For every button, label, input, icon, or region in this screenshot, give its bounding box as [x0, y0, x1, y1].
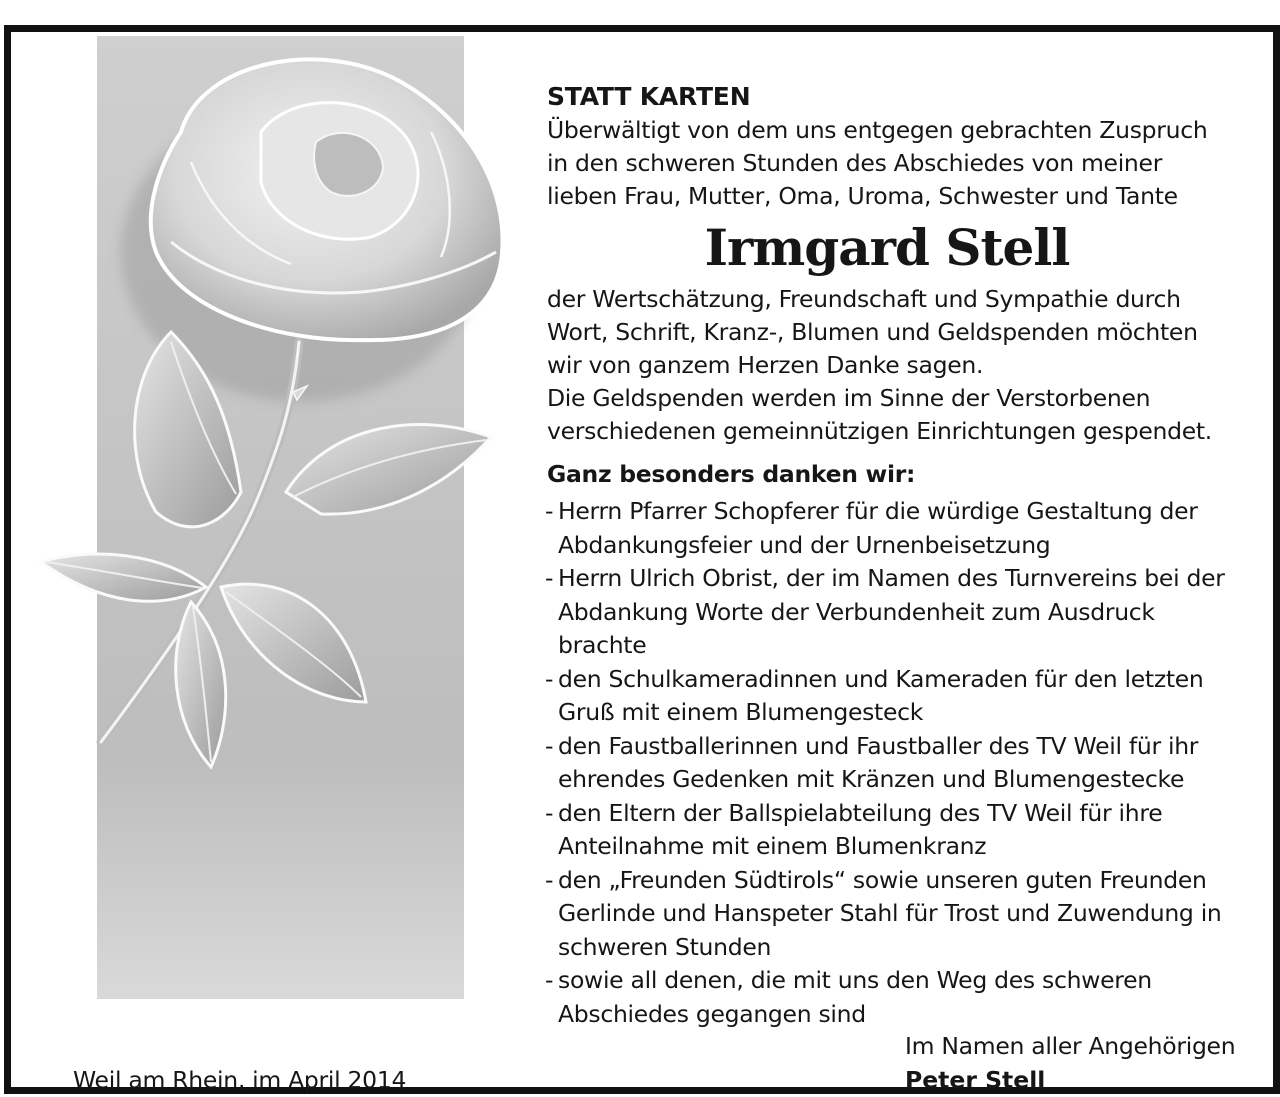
thanks-item-line: ehrendes Gedenken mit Kränzen und Blumengestecke: [558, 765, 1185, 793]
body-line: Wort, Schrift, Kranz-, Blumen und Geldspenden möchten: [547, 318, 1198, 346]
thanks-item: [545, 864, 1257, 965]
list-dash: -: [545, 731, 554, 760]
signature-name: Peter Stell: [905, 1066, 1046, 1094]
place-date: Weil am Rhein, im April 2014: [73, 1066, 407, 1094]
thanks-item-line: den „Freunden Südtirols“ sowie unseren guten Freunden: [558, 865, 1207, 894]
thanks-item: [545, 562, 1257, 663]
list-dash: -: [545, 798, 554, 827]
intro-line: Überwältigt von dem uns entgegen gebrachten Zuspruch: [547, 116, 1208, 144]
thanks-item: [545, 730, 1257, 797]
list-dash: -: [545, 564, 554, 592]
list-dash: -: [545, 664, 554, 693]
notice-text: [547, 80, 1257, 1031]
thanks-item: [545, 663, 1257, 730]
thanks-item: [545, 495, 1257, 562]
notice-frame: [4, 25, 1280, 1094]
thanks-heading: Ganz besonders danken wir:: [547, 460, 916, 488]
list-dash: -: [545, 966, 554, 994]
thanks-item-line: brachte: [558, 631, 647, 659]
rose-illustration: [31, 42, 531, 782]
thanks-item-line: Herrn Ulrich Obrist, der im Namen des Turnvereins bei der: [558, 564, 1225, 592]
notice-heading: STATT KARTEN: [547, 82, 751, 111]
body-line: der Wertschätzung, Freundschaft und Sympathie durch: [547, 285, 1181, 313]
signature-intro: Im Namen aller Angehörigen: [905, 1032, 1236, 1060]
list-dash: -: [545, 497, 554, 525]
thanks-item-line: den Schulkameradinnen und Kameraden für den letzten: [558, 664, 1204, 693]
intro-line: lieben Frau, Mutter, Oma, Uroma, Schwester und Tante: [547, 182, 1178, 210]
body-line: verschiedenen gemeinnützigen Einrichtungen gespendet.: [547, 417, 1212, 445]
body-line: wir von ganzem Herzen Danke sagen.: [547, 351, 984, 379]
thanks-item-line: schweren Stunden: [558, 932, 772, 961]
list-dash: -: [545, 865, 554, 894]
thanks-item: [545, 964, 1257, 1031]
deceased-name: Irmgard Stell: [704, 218, 1070, 277]
thanks-item-line: Abdankung Worte der Verbundenheit zum Ausdruck: [558, 597, 1155, 626]
thanks-item-line: Gerlinde und Hanspeter Stahl für Trost und Zuwendung in: [558, 899, 1222, 927]
thanks-item-line: Gruß mit einem Blumengesteck: [558, 698, 924, 726]
thanks-item-line: den Faustballerinnen und Faustballer des TV Weil für ihr: [558, 731, 1199, 760]
thanks-item-line: Abdankungsfeier und der Urnenbeisetzung: [558, 530, 1051, 559]
thanks-item-line: Anteilnahme mit einem Blumenkranz: [558, 832, 987, 860]
thanks-item: [545, 797, 1257, 864]
intro-line: in den schweren Stunden des Abschiedes von meiner: [547, 149, 1163, 177]
thanks-item-line: Abschiedes gegangen sind: [558, 999, 866, 1028]
thanks-list: [547, 495, 1257, 1031]
thanks-item-line: den Eltern der Ballspielabteilung des TV Weil für ihre: [558, 798, 1163, 827]
thanks-item-line: Herrn Pfarrer Schopferer für die würdige Gestaltung der: [558, 497, 1198, 525]
thanks-item-line: sowie all denen, die mit uns den Weg des schweren: [558, 966, 1152, 994]
body-line: Die Geldspenden werden im Sinne der Verstorbenen: [547, 384, 1151, 412]
